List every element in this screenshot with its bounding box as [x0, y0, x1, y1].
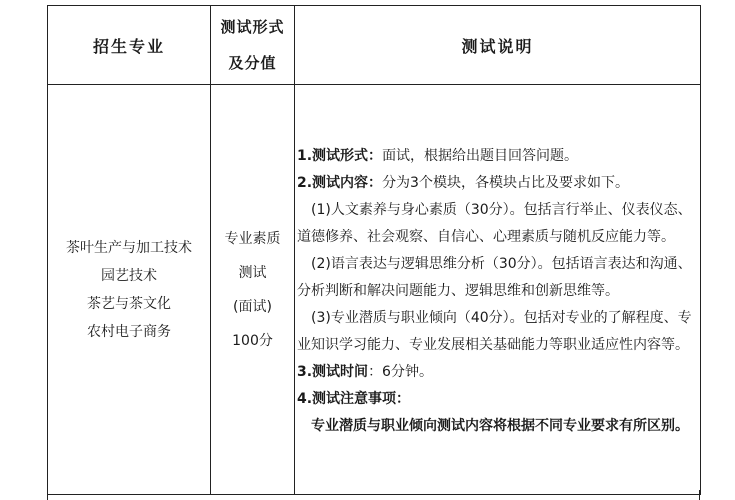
description-cell	[295, 85, 701, 495]
module-1: (1)人文素养与身心素质（30分）。包括言行举止、仪表仪态、道德修养、社会观察、自信心、心理素质与随机反应能力等。	[297, 201, 692, 245]
item1-label: 1.测试形式：	[297, 147, 383, 164]
admission-test-table	[47, 5, 701, 495]
header-major: 招生专业	[48, 6, 211, 85]
major-item: 农村电子商务	[87, 323, 171, 340]
test-form-test: 测试	[238, 264, 267, 281]
item3-text: ：6分钟。	[368, 363, 433, 380]
major-item: 茶艺与茶文化	[87, 295, 171, 312]
description-item-4: 4.测试注意事项：	[297, 390, 411, 407]
description-item-1	[297, 143, 696, 170]
module-2: (2)语言表达与逻辑思维分析（30分）。包括语言表达和沟通、分析判断和解决问题能力、逻辑思维和创新思维等。	[297, 255, 692, 299]
item2-text: 分为3个模块，各模块占比及要求如下。	[382, 174, 629, 191]
test-form-interview: (面试)	[233, 298, 272, 315]
header-test-form-line1: 测试形式	[220, 18, 285, 36]
test-form-type: 专业素质	[224, 230, 281, 247]
next-row-edge	[47, 490, 700, 500]
test-form-score: 100分	[232, 332, 273, 349]
item2-label: 2.测试内容：	[297, 174, 383, 191]
majors-cell	[48, 85, 211, 495]
item1-text: 面试，根据给出题目回答问题。	[382, 147, 579, 164]
description-item-2	[297, 170, 696, 197]
description-note: 专业潜质与职业倾向测试内容将根据不同专业要求有所区别。	[311, 417, 689, 434]
header-test-form-line2: 及分值	[228, 54, 277, 72]
module-3: (3)专业潜质与职业倾向（40分）。包括对专业的了解程度、专业知识学习能力、专业发展相关基础能力等职业适应性内容等。	[297, 309, 692, 353]
major-item: 茶叶生产与加工技术	[66, 239, 192, 256]
test-form-cell	[211, 85, 295, 495]
header-test-form	[211, 6, 295, 85]
table-row	[48, 85, 701, 495]
table-header-row	[48, 6, 701, 85]
header-description: 测试说明	[295, 6, 701, 85]
major-item: 园艺技术	[101, 267, 157, 284]
item3-label: 3.测试时间	[297, 363, 369, 380]
description-item-3	[297, 359, 696, 386]
